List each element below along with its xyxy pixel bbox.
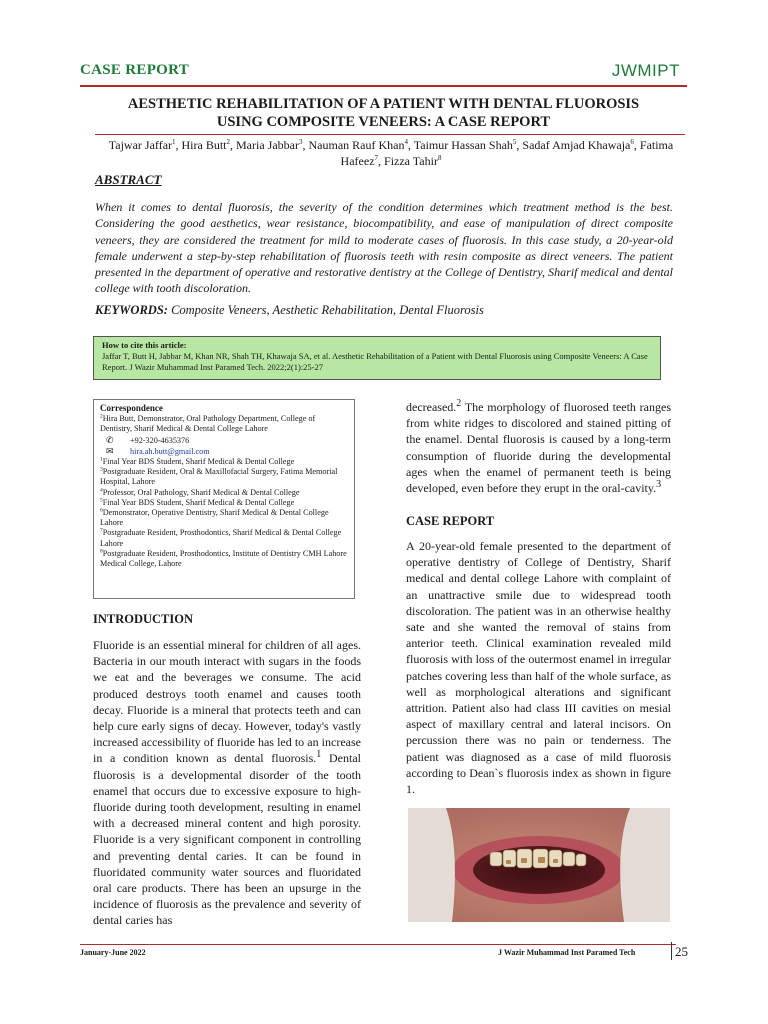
author-list: [96, 137, 686, 169]
introduction-text: Fluoride is an essential mineral for children of all ages. Bacteria in our mouth interact with sugars in the foods we eat and the beverages we consume. The acid produced destroys tooth enamel and causes tooth decay. Fluoride is a mineral that protects teeth and can help cure early signs of decay. However, today's vastly increased accessibility of fluoride has led to an increase in a condition known as dental fluorosis.$^1$ Dental fluorosis is a developmental disorder of the tooth enamel that occurs due to excessive exposure to high-fluoride during tooth development, resulting in enamel with a decreased mineral content and high porosity. Fluoride is a very significant component in controlling and preventing dental caries. It can be found in fluoridated community water sources and fluoridated oral care products. There has been an upsurge in the incidence of fluorosis as the prevalence and severity of dental caries has: [93, 638, 361, 928]
correspondence-email: [100, 446, 348, 457]
figure-1-photo: [408, 808, 670, 922]
abstract-text: When it comes to dental fluorosis, the severity of the condition determines which treatment method is the best. Considering the good aesthetics, wear resistance, biocompatibility, and ease of manipulation of direct composite veneers, they are considered the treatment for mild to moderate cases of fluorosis. In this case study, a 20-year-old female underwent a step-by-step rehabilitation of fluorosis teeth with resin composite as direct veneers. The patient presented in the department of operative and restorative dentistry at the College of Dentistry, Sharif medical and dental college with tooth discoloration.: [95, 200, 673, 296]
author: Maria Jabbar$^3$,: [236, 138, 309, 152]
header-rule: [80, 85, 687, 87]
affiliation: $^6$Demonstrator, Operative Dentistry, Sharif Medical & Dental College Lahore: [100, 507, 329, 528]
author: Fizza Tahir$^8$: [384, 154, 442, 168]
case-report-text: A 20-year-old female presented to the department of operative dentistry of College of Dentistry, Sharif medical and dental college Lahore with complaint of an unattractive smile due to widespread tooth discoloration. The patient was in an otherwise healthy sate and she wanted the removal of stains from anterior teeth. Clinical examination revealed mild fluorosis with loss of the outermost enamel in irregular patches covering less than half of the whole surface, as well as morphological alterations and significant attrition. Patient also had class III cavities on mesial aspect of maxillary central and lateral incisors. On percussion there was no pain or tenderness. The patient was diagnosed as a case of mild fluorosis according to Dean`s fluorosis index as shown in figure 1.: [406, 539, 671, 797]
mail-icon: ✉: [106, 445, 114, 456]
reference-marker: 3: [656, 479, 662, 491]
affiliation: $^8$Postgraduate Resident, Prosthodontics, Institute of Dentistry CMH Lahore Medical College, Lahore: [100, 548, 347, 569]
issue-date: January-June 2022: [80, 948, 146, 957]
introduction-heading: INTRODUCTION: [93, 612, 194, 626]
page-number: 25: [675, 944, 688, 959]
correspondence-phone: ✆ +92-320-4635376: [106, 434, 190, 445]
affiliation: $^7$Postgraduate Resident, Prosthodontics, Sharif Medical & Dental College Lahore: [100, 527, 342, 548]
correspondence-box: [93, 399, 355, 599]
affiliation: $^1$Final Year BDS Student, Sharif Medical & Dental College: [100, 456, 295, 467]
email-link[interactable]: hira.ah.butt@gmail.com: [130, 446, 210, 456]
keywords: [95, 303, 484, 318]
journal-name: JWMIPT: [611, 61, 680, 80]
correspondence-author: $^2$Hira Butt, Demonstrator, Oral Pathology Department, College of Dentistry, Sharif Medical & Dental College Lahore: [100, 413, 316, 434]
keywords-text: Composite Veneers, Aesthetic Rehabilitation, Dental Fluorosis: [171, 303, 484, 317]
affiliation: $^3$Postgraduate Resident, Oral & Maxillofacial Surgery, Fatima Memorial Hospital, Lahore: [100, 466, 338, 487]
journal-footer: J Wazir Muhammad Inst Paramed Tech: [498, 948, 636, 957]
author: Nauman Rauf Khan$^4$,: [308, 138, 414, 152]
article-title: [80, 95, 687, 131]
abstract-heading: ABSTRACT: [95, 172, 162, 187]
author: Hira Butt$^2$,: [181, 138, 237, 152]
title-line-1: AESTHETIC REHABILITATION OF A PATIENT WITH DENTAL FLUOROSIS: [127, 96, 640, 112]
section-label: CASE REPORT: [80, 62, 190, 78]
citation-heading: How to cite this article:: [102, 340, 187, 350]
reference-marker: 1: [316, 749, 322, 761]
correspondence-heading: Correspondence: [100, 403, 163, 413]
author: Fatima Hafeez$^7$,: [340, 138, 674, 168]
author: Tajwar Jaffar$^1$,: [108, 138, 182, 152]
affiliation: $^5$Final Year BDS Student, Sharif Medical & Dental College: [100, 497, 295, 507]
footer-divider: [671, 942, 672, 960]
citation-box: [93, 336, 661, 380]
title-line-2: USING COMPOSITE VENEERS: A CASE REPORT: [216, 114, 551, 130]
phone-icon: ✆: [106, 434, 114, 445]
introduction-continued: decreased.$^2$ The morphology of fluorosed teeth ranges from white ridges to discolored and stained pitting of the enamel. Dental fluorosis is caused by a long-term consumption of fluoride during the developmental ages when the enamel of permanent teeth is being developed, even before they erupt in the oral-cavity.$^3$: [406, 398, 671, 496]
title-rule: [95, 134, 685, 135]
author: Taimur Hassan Shah$^5$,: [413, 138, 523, 152]
affiliation: $^4$Professor, Oral Pathology, Sharif Medical & Dental College: [100, 486, 300, 497]
reference-marker: 2: [456, 398, 462, 409]
keywords-label: KEYWORDS:: [95, 303, 168, 317]
citation-text: Jaffar T, Butt H, Jabbar M, Khan NR, Shah TH, Khawaja SA, et al. Aesthetic Rehabilitation of a Patient with Dental Fluorosis using Composite Veneers: A Case Report. J Wazir Muhammad Inst Paramed Tech. 2022;2(1):25-27: [102, 351, 648, 372]
author: Sadaf Amjad Khawaja$^6$,: [522, 138, 640, 152]
footer-rule: [80, 944, 676, 945]
case-report-heading: CASE REPORT: [406, 514, 495, 528]
